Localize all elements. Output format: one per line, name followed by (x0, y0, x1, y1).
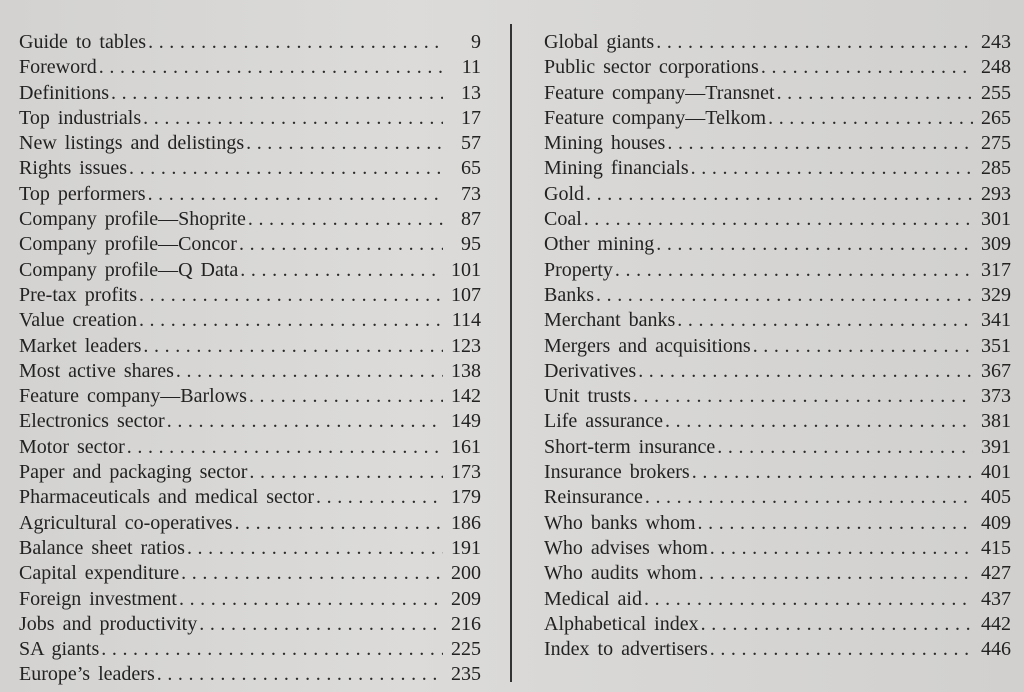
toc-entry-page-number: 13 (461, 81, 481, 104)
dot-leader (157, 662, 443, 687)
dot-leader (692, 460, 973, 485)
toc-entry (544, 561, 1011, 586)
toc-entry-page-number: 341 (981, 309, 1011, 332)
toc-entry-page-number: 401 (981, 461, 1011, 484)
toc-entry (544, 460, 1011, 485)
toc-entry (19, 232, 481, 257)
toc-entry (19, 55, 481, 80)
toc-entry-page-number: 243 (981, 31, 1011, 53)
toc-entry-title: Value creation (19, 309, 137, 332)
toc-entry-title: Paper and packaging sector (19, 461, 248, 484)
dot-leader (181, 561, 443, 586)
toc-entry-title: Property (544, 258, 613, 281)
toc-entry (544, 81, 1011, 106)
toc-entry-page-number: 65 (461, 157, 481, 180)
toc-entry-title: Gold (544, 182, 584, 205)
dot-leader (111, 81, 443, 106)
toc-entry-page-number: 427 (981, 562, 1011, 585)
toc-entry-title: Medical aid (544, 587, 642, 610)
toc-entry-title: Public sector corporations (544, 56, 759, 79)
toc-entry-title: Who banks whom (544, 511, 696, 534)
dot-leader (586, 182, 973, 207)
toc-entry-title: Who advises whom (544, 536, 708, 559)
toc-entry-page-number: 101 (451, 258, 481, 281)
toc-entry (544, 258, 1011, 283)
toc-entry (19, 207, 481, 232)
dot-leader (249, 460, 443, 485)
dot-leader (710, 536, 973, 561)
toc-entry (19, 536, 481, 561)
toc-entry-page-number: 209 (451, 587, 481, 610)
dot-leader (768, 106, 973, 131)
dot-leader (638, 359, 973, 384)
toc-entry-page-number: 351 (981, 334, 1011, 357)
toc-entry (19, 561, 481, 586)
dot-leader (167, 409, 443, 434)
toc-entry-title: Guide to tables (19, 31, 147, 53)
toc-entry (544, 156, 1011, 181)
toc-entry-title: Life assurance (544, 410, 664, 433)
toc-entry (19, 182, 481, 207)
toc-entry-page-number: 17 (461, 106, 481, 129)
dot-leader (148, 30, 443, 55)
toc-entry-title: Company profile—Concor (19, 233, 237, 256)
dot-leader (127, 435, 443, 460)
toc-entry (19, 511, 481, 536)
toc-entry (19, 283, 481, 308)
toc-entry-page-number: 329 (981, 283, 1011, 306)
toc-entry-title: Reinsurance (544, 486, 643, 509)
toc-entry-title: Foreign investment (19, 587, 177, 610)
dot-leader (143, 106, 443, 131)
dot-leader (615, 258, 973, 283)
dot-leader (710, 637, 973, 662)
dot-leader (240, 258, 443, 283)
dot-leader (99, 55, 443, 80)
toc-entry-title: Banks (544, 283, 594, 306)
dot-leader (665, 409, 973, 434)
dot-leader (701, 612, 973, 637)
toc-entry (544, 409, 1011, 434)
dot-leader (148, 182, 443, 207)
toc-entry-title: Alphabetical index (544, 612, 699, 635)
dot-leader (179, 587, 443, 612)
toc-entry-title: Unit trusts (544, 385, 631, 408)
toc-entry (544, 106, 1011, 131)
toc-entry-page-number: 216 (451, 612, 481, 635)
toc-entry-page-number: 173 (451, 461, 481, 484)
toc-entry-title: Feature company—Transnet (544, 81, 775, 104)
toc-entry-title: Balance sheet ratios (19, 536, 185, 559)
toc-entry-title: Agricultural co-operatives (19, 511, 233, 534)
toc-entry-title: Jobs and productivity (19, 612, 198, 635)
toc-entry-page-number: 114 (451, 309, 481, 332)
dot-leader (584, 207, 973, 232)
toc-entry-page-number: 437 (981, 587, 1011, 610)
dot-leader (187, 536, 443, 561)
toc-entry-title: Short-term insurance (544, 435, 716, 458)
toc-entry-page-number: 95 (461, 233, 481, 256)
toc-entry (19, 30, 481, 55)
dot-leader (143, 334, 443, 359)
toc-entry-page-number: 73 (461, 182, 481, 205)
toc-entry-title: Index to advertisers (544, 638, 708, 661)
toc-entry-page-number: 317 (981, 258, 1011, 281)
toc-entry-title: Feature company—Telkom (544, 106, 767, 129)
toc-entry-page-number: 123 (451, 334, 481, 357)
toc-entry-page-number: 391 (981, 435, 1011, 458)
toc-entry-title: Feature company—Barlows (19, 385, 247, 408)
toc-entry-title: Who audits whom (544, 562, 697, 585)
toc-entry-title: Pre-tax profits (19, 283, 137, 306)
toc-column-right (544, 30, 1011, 662)
dot-leader (234, 511, 443, 536)
toc-entry-title: Mining financials (544, 157, 689, 180)
toc-entry-page-number: 186 (451, 511, 481, 534)
toc-entry (544, 637, 1011, 662)
toc-entry-title: New listings and delistings (19, 132, 245, 155)
dot-leader (753, 334, 973, 359)
toc-entry-title: Company profile—Shoprite (19, 208, 246, 231)
toc-entry-page-number: 57 (461, 132, 481, 155)
toc-entry-title: Motor sector (19, 435, 125, 458)
dot-leader (656, 30, 973, 55)
toc-entry (19, 359, 481, 384)
toc-entry-page-number: 367 (981, 359, 1011, 382)
toc-entry-title: Company profile—Q Data (19, 258, 239, 281)
toc-entry (19, 460, 481, 485)
toc-entry-title: Foreword (19, 56, 97, 79)
toc-entry (19, 384, 481, 409)
toc-entry-title: SA giants (19, 638, 100, 661)
toc-entry-title: Definitions (19, 81, 109, 104)
toc-entry (544, 283, 1011, 308)
dot-leader (644, 587, 973, 612)
toc-entry-page-number: 11 (461, 56, 481, 79)
dot-leader (248, 207, 443, 232)
toc-entry (544, 55, 1011, 80)
toc-entry-page-number: 415 (981, 536, 1011, 559)
toc-entry-page-number: 191 (451, 536, 481, 559)
toc-entry-title: Mining houses (544, 132, 666, 155)
toc-entry (544, 587, 1011, 612)
toc-entry-title: Capital expenditure (19, 562, 180, 585)
toc-entry-title: Derivatives (544, 359, 637, 382)
toc-entry (19, 612, 481, 637)
toc-entry-page-number: 275 (981, 132, 1011, 155)
dot-leader (667, 131, 973, 156)
toc-entry-page-number: 255 (981, 81, 1011, 104)
dot-leader (699, 561, 973, 586)
toc-entry-page-number: 285 (981, 157, 1011, 180)
toc-entry-page-number: 179 (451, 486, 481, 509)
toc-entry-title: Market leaders (19, 334, 142, 357)
toc-entry-page-number: 149 (451, 410, 481, 433)
dot-leader (176, 359, 443, 384)
dot-leader (139, 283, 443, 308)
toc-entry (19, 258, 481, 283)
dot-leader (633, 384, 973, 409)
toc-entry (19, 435, 481, 460)
toc-entry-page-number: 381 (981, 410, 1011, 433)
toc-entry (544, 485, 1011, 510)
toc-entry-page-number: 446 (981, 638, 1011, 661)
toc-entry-page-number: 161 (451, 435, 481, 458)
toc-entry-page-number: 293 (981, 182, 1011, 205)
toc-entry-title: Pharmaceuticals and medical sector (19, 486, 314, 509)
toc-entry (544, 232, 1011, 257)
toc-entry-page-number: 235 (451, 663, 481, 686)
toc-entry (544, 511, 1011, 536)
toc-entry (19, 81, 481, 106)
dot-leader (677, 308, 973, 333)
toc-entry (544, 30, 1011, 55)
toc-entry-page-number: 309 (981, 233, 1011, 256)
toc-entry (19, 637, 481, 662)
dot-leader (596, 283, 973, 308)
toc-entry (19, 334, 481, 359)
toc-entry-title: Electronics sector (19, 410, 165, 433)
toc-entry (19, 662, 481, 687)
dot-leader (645, 485, 973, 510)
toc-entry (544, 334, 1011, 359)
dot-leader (691, 156, 973, 181)
toc-entry (19, 131, 481, 156)
toc-entry-page-number: 405 (981, 486, 1011, 509)
dot-leader (239, 232, 443, 257)
dot-leader (139, 308, 443, 333)
toc-entry-page-number: 265 (981, 106, 1011, 129)
toc-entry (19, 485, 481, 510)
toc-entry-page-number: 138 (451, 359, 481, 382)
toc-entry-page-number: 225 (451, 638, 481, 661)
dot-leader (698, 511, 973, 536)
toc-entry (19, 308, 481, 333)
toc-entry (544, 384, 1011, 409)
toc-entry (19, 587, 481, 612)
toc-entry (19, 156, 481, 181)
toc-entry-title: Most active shares (19, 359, 174, 382)
toc-entry (544, 435, 1011, 460)
toc-entry-page-number: 9 (471, 31, 481, 53)
toc-entry (544, 536, 1011, 561)
toc-entry-title: Europe’s leaders (19, 663, 155, 686)
toc-entry-page-number: 107 (451, 283, 481, 306)
toc-entry-page-number: 87 (461, 208, 481, 231)
toc-entry-title: Insurance brokers (544, 461, 690, 484)
dot-leader (717, 435, 973, 460)
toc-column-left (19, 30, 481, 688)
toc-entry-title: Global giants (544, 31, 655, 53)
dot-leader (246, 131, 443, 156)
dot-leader (129, 156, 443, 181)
toc-entry-title: Top performers (19, 182, 146, 205)
dot-leader (101, 637, 443, 662)
toc-entry (544, 612, 1011, 637)
toc-entry-title: Mergers and acquisitions (544, 334, 751, 357)
dot-leader (777, 81, 973, 106)
dot-leader (199, 612, 443, 637)
toc-entry (544, 308, 1011, 333)
toc-entry (544, 207, 1011, 232)
toc-entry-page-number: 301 (981, 208, 1011, 231)
toc-entry-title: Rights issues (19, 157, 128, 180)
toc-entry (19, 106, 481, 131)
toc-entry-page-number: 373 (981, 385, 1011, 408)
toc-entry-page-number: 142 (451, 385, 481, 408)
toc-entry (544, 182, 1011, 207)
toc-entry-title: Merchant banks (544, 309, 676, 332)
dot-leader (316, 485, 443, 510)
toc-entry (544, 359, 1011, 384)
toc-entry (544, 131, 1011, 156)
toc-entry-page-number: 248 (981, 56, 1011, 79)
dot-leader (761, 55, 973, 80)
dot-leader (249, 384, 443, 409)
toc-entry-page-number: 442 (981, 612, 1011, 635)
toc-entry-page-number: 200 (451, 562, 481, 585)
toc-entry (19, 409, 481, 434)
toc-entry-page-number: 409 (981, 511, 1011, 534)
dot-leader (656, 232, 973, 257)
column-divider (510, 24, 512, 682)
toc-entry-title: Other mining (544, 233, 655, 256)
toc-entry-title: Top industrials (19, 106, 142, 129)
toc-entry-title: Coal (544, 208, 582, 231)
